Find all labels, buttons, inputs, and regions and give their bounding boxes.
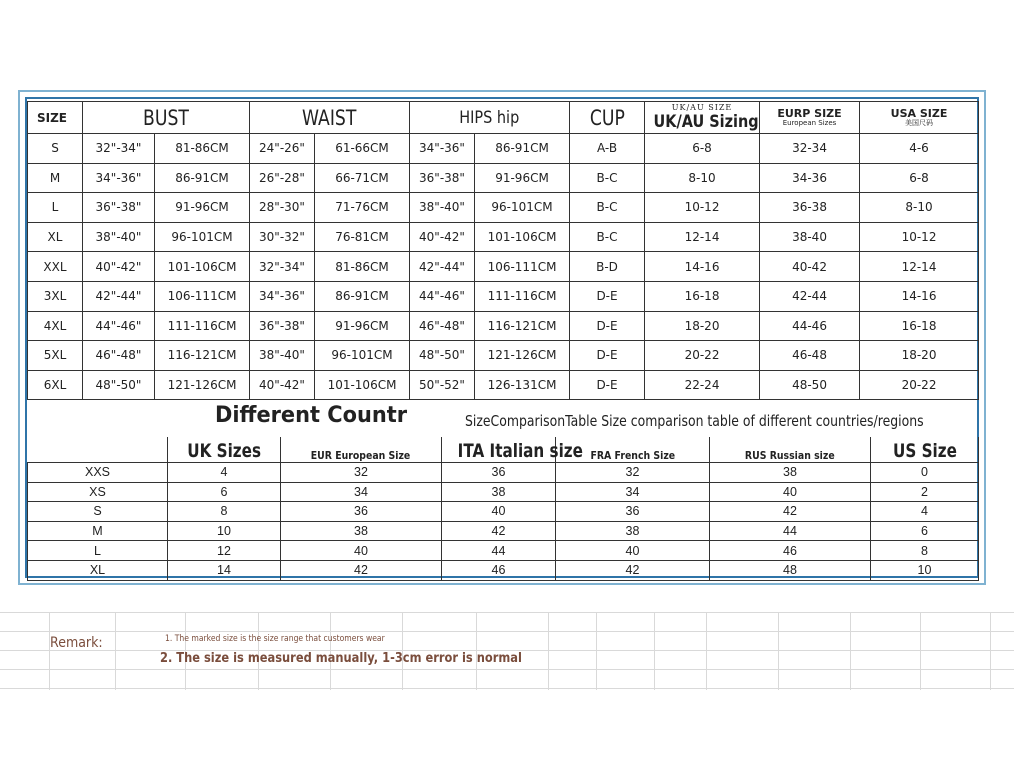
table-cell: 71-76CM bbox=[315, 193, 410, 223]
table-cell: L bbox=[28, 193, 83, 223]
table-cell: 42"-44" bbox=[410, 252, 475, 282]
table-cell: 34"-36" bbox=[83, 163, 155, 193]
country-header-label: ITA Italian size bbox=[457, 440, 583, 462]
table-cell: 40"-42" bbox=[250, 370, 315, 400]
table-cell: 32"-34" bbox=[250, 252, 315, 282]
grid-line bbox=[0, 669, 1014, 670]
table-row bbox=[28, 521, 979, 541]
country-header-label: UK Sizes bbox=[187, 440, 261, 462]
table-cell: 91-96CM bbox=[315, 311, 410, 341]
table-cell: 81-86CM bbox=[315, 252, 410, 282]
table-cell: 38 bbox=[281, 521, 442, 541]
grid-line bbox=[920, 612, 921, 690]
table-cell: 48 bbox=[710, 560, 871, 580]
table-cell: 18-20 bbox=[645, 311, 760, 341]
table-cell: 22-24 bbox=[645, 370, 760, 400]
table-cell: 12-14 bbox=[645, 222, 760, 252]
table-cell: 36"-38" bbox=[250, 311, 315, 341]
table-cell: 91-96CM bbox=[155, 193, 250, 223]
table-cell: 4XL bbox=[28, 311, 83, 341]
table-cell: 96-101CM bbox=[475, 193, 570, 223]
grid-line bbox=[0, 612, 1014, 613]
table-cell: 50"-52" bbox=[410, 370, 475, 400]
country-header-label: US Size bbox=[892, 440, 957, 462]
table-cell: M bbox=[28, 163, 83, 193]
table-cell: 38-40 bbox=[760, 222, 860, 252]
table-cell: 46"-48" bbox=[83, 341, 155, 371]
table-cell: 8 bbox=[168, 502, 281, 522]
country-header-cell bbox=[442, 437, 583, 463]
grid-line bbox=[115, 612, 116, 690]
table-cell: 111-116CM bbox=[475, 281, 570, 311]
header-uk-au-big: UK/AU Sizing bbox=[653, 112, 759, 132]
header-eurp-label: EURP SIZE bbox=[777, 107, 842, 120]
table-cell: 26"-28" bbox=[250, 163, 315, 193]
table-cell: 28"-30" bbox=[250, 193, 315, 223]
table-cell: 36"-38" bbox=[410, 163, 475, 193]
table-cell: S bbox=[28, 502, 168, 522]
table-cell: 34-36 bbox=[760, 163, 860, 193]
table-row bbox=[28, 560, 979, 580]
table-cell: 44"-46" bbox=[410, 281, 475, 311]
table-cell: 46 bbox=[710, 541, 871, 561]
country-header-label: FRA French Size bbox=[590, 449, 675, 462]
table-cell: 36 bbox=[442, 463, 556, 483]
table-cell: 101-106CM bbox=[315, 370, 410, 400]
table-cell: 10 bbox=[871, 560, 979, 580]
table-cell: 8-10 bbox=[860, 193, 979, 223]
table-row bbox=[28, 193, 979, 223]
grid-line bbox=[0, 688, 1014, 689]
table-cell: 42-44 bbox=[760, 281, 860, 311]
table-cell: 121-126CM bbox=[475, 341, 570, 371]
table-cell: 36 bbox=[556, 502, 710, 522]
table-row bbox=[28, 482, 979, 502]
header-usa bbox=[860, 102, 979, 134]
table-cell: 32 bbox=[556, 463, 710, 483]
header-hips-label: HIPS hip bbox=[459, 107, 520, 128]
table-cell: 16-18 bbox=[645, 281, 760, 311]
table-cell: 126-131CM bbox=[475, 370, 570, 400]
grid-line bbox=[548, 612, 549, 690]
table-cell: 34"-36" bbox=[250, 281, 315, 311]
header-hips bbox=[410, 102, 570, 134]
table-cell: 30"-32" bbox=[250, 222, 315, 252]
table-cell: 32-34 bbox=[760, 134, 860, 164]
table-cell: 86-91CM bbox=[155, 163, 250, 193]
table-row bbox=[28, 311, 979, 341]
table-row bbox=[28, 252, 979, 282]
table-cell: 86-91CM bbox=[315, 281, 410, 311]
table-cell: 8 bbox=[871, 541, 979, 561]
country-header-label: EUR European Size bbox=[311, 449, 411, 462]
table-cell: 36 bbox=[281, 502, 442, 522]
table-cell: 40 bbox=[556, 541, 710, 561]
table-cell: 96-101CM bbox=[315, 341, 410, 371]
table-cell: 38"-40" bbox=[83, 222, 155, 252]
header-uk-au-small: UK/AU SIZE bbox=[671, 103, 733, 112]
table-cell: 40-42 bbox=[760, 252, 860, 282]
header-usa-sub: 美国尺码 bbox=[905, 119, 934, 127]
table-cell: 2 bbox=[871, 482, 979, 502]
table-cell: 44 bbox=[710, 521, 871, 541]
table-cell: 3XL bbox=[28, 281, 83, 311]
table-cell: D-E bbox=[570, 311, 645, 341]
table-cell: 42 bbox=[556, 560, 710, 580]
header-waist-label: WAIST bbox=[302, 105, 357, 130]
table-cell: 32"-34" bbox=[83, 134, 155, 164]
table-row bbox=[28, 163, 979, 193]
table-cell: 6 bbox=[871, 521, 979, 541]
country-comparison-subtitle: SizeComparisonTable Size comparison table of different countries/regions bbox=[465, 412, 924, 430]
table-cell: 86-91CM bbox=[475, 134, 570, 164]
table-cell: 14-16 bbox=[860, 281, 979, 311]
table-cell: 76-81CM bbox=[315, 222, 410, 252]
table-row bbox=[28, 370, 979, 400]
body-measurement-rows bbox=[28, 134, 979, 400]
table-cell: 40"-42" bbox=[410, 222, 475, 252]
table-cell: 0 bbox=[871, 463, 979, 483]
table-cell: 61-66CM bbox=[315, 134, 410, 164]
table-cell: 66-71CM bbox=[315, 163, 410, 193]
table-cell: S bbox=[28, 134, 83, 164]
table-cell: 40"-42" bbox=[83, 252, 155, 282]
header-cup-label: CUP bbox=[589, 105, 625, 130]
table-cell: 44-46 bbox=[760, 311, 860, 341]
table-cell: M bbox=[28, 521, 168, 541]
table-cell: 42 bbox=[710, 502, 871, 522]
table-cell: D-E bbox=[570, 281, 645, 311]
table-row bbox=[28, 134, 979, 164]
table-row bbox=[28, 502, 979, 522]
table-cell: 48"-50" bbox=[83, 370, 155, 400]
table-cell: 6-8 bbox=[860, 163, 979, 193]
table-row bbox=[28, 463, 979, 483]
country-header-cell bbox=[710, 437, 871, 463]
header-waist bbox=[250, 102, 410, 134]
grid-line bbox=[850, 612, 851, 690]
table-cell: 40 bbox=[281, 541, 442, 561]
header-eurp-sub: European Sizes bbox=[782, 119, 837, 127]
table-cell: 12-14 bbox=[860, 252, 979, 282]
table-cell: 14-16 bbox=[645, 252, 760, 282]
table-cell: 4-6 bbox=[860, 134, 979, 164]
table-cell: XXS bbox=[28, 463, 168, 483]
country-header-cell bbox=[871, 437, 979, 463]
table-row bbox=[28, 341, 979, 371]
table-cell: 111-116CM bbox=[155, 311, 250, 341]
grid-line bbox=[0, 631, 1014, 632]
table-cell: 32 bbox=[281, 463, 442, 483]
table-cell: 121-126CM bbox=[155, 370, 250, 400]
body-measurement-table bbox=[27, 101, 979, 400]
remark-label: Remark: bbox=[50, 635, 103, 651]
table-cell: L bbox=[28, 541, 168, 561]
table-cell: 4 bbox=[168, 463, 281, 483]
table-cell: 44"-46" bbox=[83, 311, 155, 341]
table-cell: 10-12 bbox=[860, 222, 979, 252]
table-cell: 106-111CM bbox=[155, 281, 250, 311]
table-cell: 4 bbox=[871, 502, 979, 522]
table-cell: XL bbox=[28, 222, 83, 252]
remark-line-2: 2. The size is measured manually, 1-3cm error is normal bbox=[160, 651, 522, 666]
table-cell: 40 bbox=[442, 502, 556, 522]
table-cell: 81-86CM bbox=[155, 134, 250, 164]
table-cell: 20-22 bbox=[645, 341, 760, 371]
table-row bbox=[28, 281, 979, 311]
table-cell: XS bbox=[28, 482, 168, 502]
table-cell: 36"-38" bbox=[83, 193, 155, 223]
grid-line bbox=[990, 612, 991, 690]
table-cell: 34 bbox=[556, 482, 710, 502]
table-cell: 34"-36" bbox=[410, 134, 475, 164]
table-cell: 42"-44" bbox=[83, 281, 155, 311]
table-cell: 101-106CM bbox=[155, 252, 250, 282]
table-cell: B-C bbox=[570, 193, 645, 223]
table-header-row bbox=[28, 102, 979, 134]
grid-line bbox=[596, 612, 597, 690]
country-header-cell bbox=[168, 437, 281, 463]
table-cell: 48"-50" bbox=[410, 341, 475, 371]
table-cell: 91-96CM bbox=[475, 163, 570, 193]
table-cell: 46-48 bbox=[760, 341, 860, 371]
table-cell: 24"-26" bbox=[250, 134, 315, 164]
header-bust-label: BUST bbox=[143, 105, 189, 130]
grid-line bbox=[49, 612, 50, 690]
table-cell: 8-10 bbox=[645, 163, 760, 193]
grid-line bbox=[778, 612, 779, 690]
header-size: SIZE bbox=[28, 102, 83, 134]
table-cell: 5XL bbox=[28, 341, 83, 371]
table-cell: 42 bbox=[442, 521, 556, 541]
table-cell: 36-38 bbox=[760, 193, 860, 223]
table-cell: 34 bbox=[281, 482, 442, 502]
table-cell: 38"-40" bbox=[250, 341, 315, 371]
table-cell: 10 bbox=[168, 521, 281, 541]
header-eurp bbox=[760, 102, 860, 134]
grid-line bbox=[706, 612, 707, 690]
table-cell: 42 bbox=[281, 560, 442, 580]
country-header-cell bbox=[28, 437, 168, 463]
table-cell: 48-50 bbox=[760, 370, 860, 400]
table-row bbox=[28, 541, 979, 561]
country-header-label: RUS Russian size bbox=[745, 449, 835, 462]
table-cell: XXL bbox=[28, 252, 83, 282]
table-cell: 46 bbox=[442, 560, 556, 580]
table-cell: B-D bbox=[570, 252, 645, 282]
header-cup bbox=[570, 102, 645, 134]
header-uk-au bbox=[645, 102, 760, 134]
table-cell: 46"-48" bbox=[410, 311, 475, 341]
country-size-table bbox=[27, 437, 979, 581]
country-size-rows bbox=[28, 463, 979, 581]
table-cell: 106-111CM bbox=[475, 252, 570, 282]
table-cell: 40 bbox=[710, 482, 871, 502]
table-cell: 96-101CM bbox=[155, 222, 250, 252]
table-cell: XL bbox=[28, 560, 168, 580]
table-cell: 38 bbox=[710, 463, 871, 483]
table-cell: 38"-40" bbox=[410, 193, 475, 223]
header-usa-label: USA SIZE bbox=[890, 107, 948, 120]
table-cell: 18-20 bbox=[860, 341, 979, 371]
table-cell: D-E bbox=[570, 370, 645, 400]
table-cell: D-E bbox=[570, 341, 645, 371]
country-header-cell bbox=[281, 437, 442, 463]
table-cell: 38 bbox=[442, 482, 556, 502]
table-cell: 44 bbox=[442, 541, 556, 561]
table-cell: 116-121CM bbox=[475, 311, 570, 341]
table-cell: 101-106CM bbox=[475, 222, 570, 252]
country-comparison-title: Different Countr bbox=[215, 403, 408, 428]
country-table-header-row bbox=[28, 437, 979, 463]
table-cell: 6XL bbox=[28, 370, 83, 400]
table-cell: 6 bbox=[168, 482, 281, 502]
table-cell: 38 bbox=[556, 521, 710, 541]
table-cell: 12 bbox=[168, 541, 281, 561]
table-cell: 16-18 bbox=[860, 311, 979, 341]
table-cell: 20-22 bbox=[860, 370, 979, 400]
remark-line-1: 1. The marked size is the size range that customers wear bbox=[165, 634, 385, 644]
table-cell: 116-121CM bbox=[155, 341, 250, 371]
table-cell: A-B bbox=[570, 134, 645, 164]
table-cell: B-C bbox=[570, 222, 645, 252]
table-cell: B-C bbox=[570, 163, 645, 193]
table-row bbox=[28, 222, 979, 252]
table-cell: 6-8 bbox=[645, 134, 760, 164]
table-cell: 14 bbox=[168, 560, 281, 580]
header-bust bbox=[83, 102, 250, 134]
grid-line bbox=[654, 612, 655, 690]
table-cell: 10-12 bbox=[645, 193, 760, 223]
